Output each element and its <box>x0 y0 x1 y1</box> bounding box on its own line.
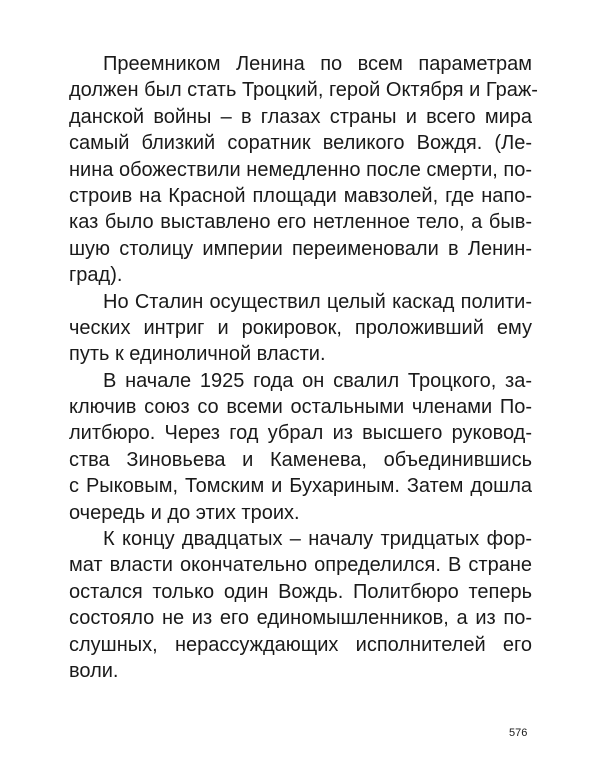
text-line: слушных, нерассуждающих исполнителей его <box>69 633 532 656</box>
text-line: очередь и до этих троих. <box>69 501 300 524</box>
text-line: мат власти окончательно определился. В стране <box>69 554 532 577</box>
text-line: путь к единоличной власти. <box>69 343 326 366</box>
text-line: ства Зиновьева и Каменева, объединившись <box>69 448 532 471</box>
text-line: нина обожествили немедленно после смерти, по- <box>69 158 533 181</box>
text-line: Преемником Ленина по всем параметрам <box>103 53 532 75</box>
paragraph-4 <box>69 526 532 684</box>
body-text <box>69 51 538 684</box>
text-line: В начале 1925 года он свалил Троцкого, за- <box>103 369 532 392</box>
paragraph-2 <box>69 289 532 368</box>
text-line: данской войны – в глазах страны и всего мира <box>69 105 532 128</box>
text-line: строив на Красной площади мавзолей, где напо- <box>69 184 532 207</box>
text-line: Но Сталин осуществил целый каскад полити- <box>103 290 532 313</box>
paragraph-1 <box>69 51 538 289</box>
text-line: состояло не из его единомышленников, а из по- <box>69 607 532 630</box>
page-number: 576 <box>509 727 528 739</box>
text-line: шую столицу империи переименовали в Ленин- <box>69 237 532 260</box>
paragraph-3 <box>69 368 532 526</box>
text-line: ческих интриг и рокировок, проложивший ему <box>69 316 532 339</box>
text-line: град). <box>69 264 123 287</box>
text-line: с Рыковым, Томским и Бухариным. Затем дошла <box>69 475 532 498</box>
text-line: самый близкий соратник великого Вождя. (Ле- <box>69 132 532 155</box>
text-line: ключив союз со всеми остальными членами По- <box>69 396 532 419</box>
text-line: литбюро. Через год убрал из высшего руковод- <box>69 422 532 445</box>
text-line: К концу двадцатых – началу тридцатых фор- <box>103 528 532 551</box>
text-line: должен был стать Троцкий, герой Октября и Граж- <box>69 79 538 102</box>
text-line: остался только один Вождь. Политбюро теперь <box>69 580 532 603</box>
text-line: каз было выставлено его нетленное тело, а быв- <box>69 211 532 234</box>
text-line: воли. <box>69 659 119 682</box>
